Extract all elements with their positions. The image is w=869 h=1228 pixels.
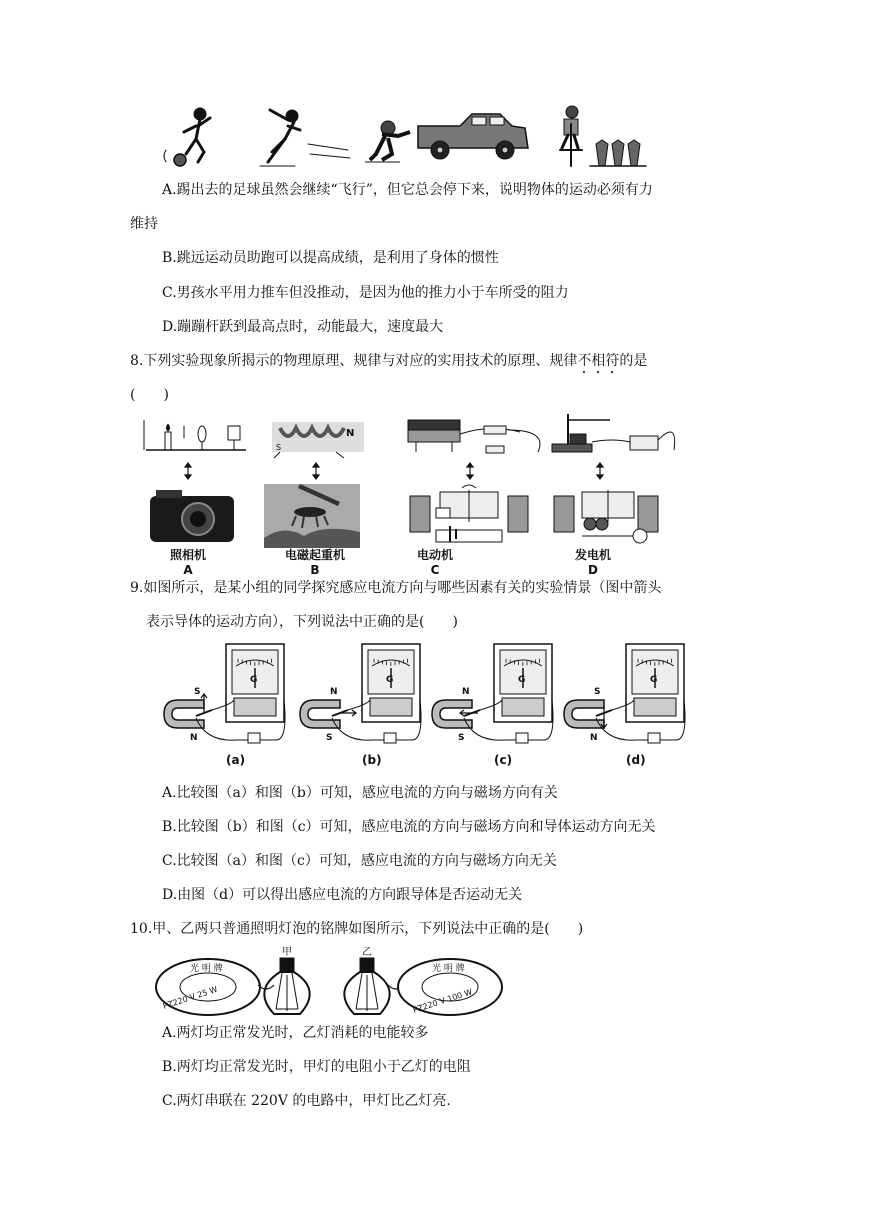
caption-c-name: 电动机 <box>416 548 453 562</box>
bulb-right-icon <box>344 946 389 1014</box>
bulb-left-icon <box>264 946 309 1014</box>
caption-c <box>380 546 490 577</box>
soccer-kick-icon <box>164 109 210 166</box>
q9-stem-line2: 表示导体的运动方向），下列说法中正确的是( ) <box>146 614 458 630</box>
panel-label: (c) <box>494 753 513 767</box>
q7-option-a-line1: A.踢出去的足球虽然会继续“飞行”，但它总会停下来，说明物体的运动必须有力 <box>162 182 653 198</box>
caption-b-letter: B <box>310 563 320 577</box>
svg-text:N: N <box>346 428 355 439</box>
caption-d-letter: D <box>588 563 598 577</box>
q8-stem-line2: ( ) <box>130 387 169 403</box>
q9-panel <box>564 644 685 767</box>
bulb-left-label: 甲 <box>282 947 292 958</box>
electromagnetic-crane-icon <box>264 484 360 548</box>
boy-pushing-car-icon <box>365 114 528 162</box>
camera-icon <box>150 490 234 542</box>
caption-d <box>538 546 648 577</box>
q9-panel <box>300 644 421 767</box>
pole-bottom-label: N <box>590 733 598 743</box>
galvanometer-icon <box>626 644 684 722</box>
pole-top-label: N <box>330 687 338 697</box>
galvanometer-letter: G <box>650 675 658 685</box>
pogo-stick-icon <box>560 106 646 166</box>
nameplate-left-brand: 光 明 牌 <box>190 964 223 974</box>
galvanometer-letter: G <box>386 675 394 685</box>
galvanometer-letter: G <box>250 675 258 685</box>
pole-top-label: S <box>194 687 201 697</box>
galvanometer-letter: G <box>518 675 526 685</box>
generator-model-icon <box>554 490 658 543</box>
caption-c-letter: C <box>430 563 440 577</box>
nameplate-left-rating: PZ220 V 25 W <box>161 984 219 1011</box>
current-in-field-apparatus-icon <box>408 420 540 453</box>
q7-option-b: B.跳远运动员助跑可以提高成绩，是利用了身体的惯性 <box>162 250 499 266</box>
bulb-right-label: 乙 <box>362 947 372 958</box>
q7-option-c: C.男孩水平用力推车但没推动，是因为他的推力小于车所受的阻力 <box>162 285 569 301</box>
long-jump-icon <box>260 110 350 166</box>
caption-a-letter: A <box>183 563 193 577</box>
pole-bottom-label: N <box>190 733 198 743</box>
caption-b-name: 电磁起重机 <box>284 548 345 562</box>
q7-option-a-line2: 维持 <box>130 216 158 232</box>
caption-a <box>133 546 243 577</box>
q9-figure <box>160 640 700 775</box>
q9-option-b: B.比较图（b）和图（c）可知，感应电流的方向与磁场方向和导体运动方向无关 <box>162 819 656 835</box>
caption-a-name: 照相机 <box>169 548 206 562</box>
q9-option-c: C.比较图（a）和图（c）可知，感应电流的方向与磁场方向无关 <box>162 853 557 869</box>
q7-option-d: D.蹦蹦杆跃到最高点时，动能最大，速度最大 <box>162 319 444 335</box>
galvanometer-icon <box>362 644 420 722</box>
nameplate-right <box>398 959 502 1015</box>
panel-label: (d) <box>626 753 646 767</box>
q9-panel <box>164 644 285 767</box>
q8-stem-emphasis: 不相符 <box>577 353 620 369</box>
pole-bottom-label: S <box>458 733 465 743</box>
q10-option-c: C.两灯串联在 220V 的电路中，甲灯比乙灯亮. <box>162 1093 451 1109</box>
panel-label: (b) <box>362 753 382 767</box>
q9-panel <box>432 644 553 767</box>
q8-stem-before: 8.下列实验现象所揭示的物理原理、规律与对应的实用技术的原理、规律 <box>130 353 578 369</box>
q9-option-d: D.由图（d）可以得出感应电流的方向跟导体是否运动无关 <box>162 887 523 903</box>
motor-model-icon <box>410 485 528 542</box>
correspondence-arrows <box>185 463 603 479</box>
galvanometer-icon <box>494 644 552 722</box>
nameplate-right-rating: PZ220 V 100 W <box>411 987 474 1015</box>
optics-bench-icon <box>144 420 246 450</box>
svg-text:S: S <box>276 443 282 452</box>
induction-apparatus-icon <box>552 414 675 452</box>
panel-label: (a) <box>226 753 246 767</box>
pole-bottom-label: S <box>326 733 333 743</box>
q8-stem-after: 的是 <box>619 353 648 369</box>
q9-stem-line1: 9.如图所示，是某小组的同学探究感应电流方向与哪些因素有关的实验情景（图中箭头 <box>130 580 662 596</box>
electromagnet-coil-icon <box>272 422 364 458</box>
q10-option-b: B.两灯均正常发光时，甲灯的电阻小于乙灯的电阻 <box>162 1059 471 1075</box>
pole-top-label: S <box>594 687 601 697</box>
q8-figure <box>140 412 690 577</box>
nameplate-left <box>156 959 260 1015</box>
caption-d-name: 发电机 <box>574 548 611 562</box>
q10-stem: 10.甲、乙两只普通照明灯泡的铭牌如图所示，下列说法中正确的是( ) <box>130 921 584 937</box>
q7-figure <box>160 104 650 174</box>
q9-option-a: A.比较图（a）和图（b）可知，感应电流的方向与磁场方向有关 <box>162 785 558 801</box>
galvanometer-icon <box>226 644 284 722</box>
q10-option-a: A.两灯均正常发光时，乙灯消耗的电能较多 <box>162 1025 429 1041</box>
caption-b <box>260 546 370 577</box>
q8-stem <box>130 351 647 377</box>
nameplate-right-brand: 光 明 牌 <box>432 964 465 974</box>
motion-arrow <box>601 706 607 728</box>
pole-top-label: N <box>462 687 470 697</box>
q10-figure <box>150 945 510 1019</box>
